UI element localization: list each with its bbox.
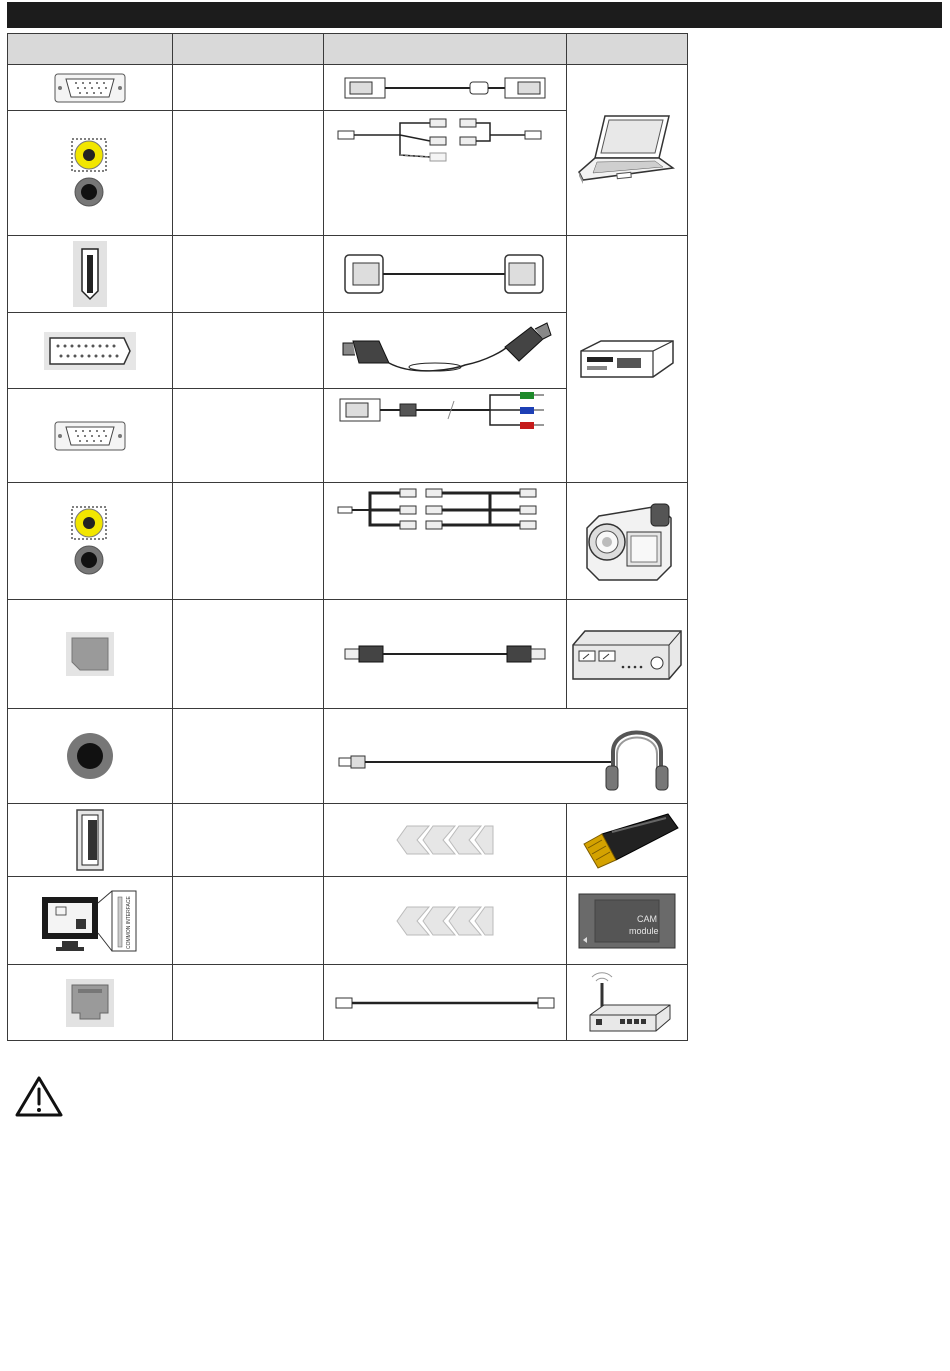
header-type [173,34,324,65]
scart-port-icon [44,332,136,370]
connections-table [7,33,688,1041]
type-cell [173,965,324,1041]
cable-cell [324,600,567,709]
router-icon [582,971,672,1035]
device-cell [567,483,688,600]
header-connector [8,34,173,65]
type-cell [173,236,324,313]
ethernet-cable-icon [330,991,560,1015]
cable-cell [324,313,567,389]
usb-stick-icon [572,810,682,870]
connector-cell [8,877,173,965]
connector-cell [8,313,173,389]
headphone-jack-icon [65,731,115,781]
optical-spdif-port-icon [66,632,114,676]
audio-amplifier-icon [571,627,683,681]
table-row [8,804,688,877]
header-device [567,34,688,65]
table-row [8,877,688,965]
connector-cell [8,389,173,483]
type-cell [173,111,324,236]
cable-cell [324,804,567,877]
vga-port-icon [54,421,126,451]
ethernet-port-icon [66,979,114,1027]
table-row [8,600,688,709]
usb-port-icon [75,808,105,872]
cam-label-line2: module [629,925,659,936]
scart-cable-icon [335,321,555,381]
laptop-icon [577,110,677,190]
camcorder-icon [579,496,675,586]
cable-cell [324,111,567,236]
insert-arrows-icon [395,905,495,937]
connector-cell [8,965,173,1041]
av-audio-jack-icon [70,137,110,209]
hdmi-port-icon [73,241,107,307]
av-composite-cable-icon [330,483,560,533]
headphone-cable-icon [331,716,681,796]
ci-slot-label: COMMON INTERFACE [126,895,132,949]
hdmi-cable-icon [335,249,555,299]
table-row [8,65,688,111]
table-row [8,965,688,1041]
av-rca-adapter-cable-icon [330,111,560,181]
cable-cell [324,65,567,111]
cable-cell [324,709,688,804]
connector-cell [8,483,173,600]
dvd-recorder-icon [577,337,677,381]
cable-cell [324,236,567,313]
warning-note [14,1075,64,1119]
connector-cell [8,65,173,111]
headphones-icon [606,733,668,791]
type-cell [173,313,324,389]
header-cables [324,34,567,65]
type-cell [173,600,324,709]
cable-cell [324,389,567,483]
connector-cell [8,600,173,709]
type-cell [173,389,324,483]
connector-cell [8,236,173,313]
table-header-row [8,34,688,65]
device-cell [567,877,688,965]
cable-cell [324,877,567,965]
connector-cell [8,804,173,877]
connector-cell [8,111,173,236]
device-cell [567,965,688,1041]
table-row [8,236,688,313]
cam-module-icon [577,892,677,950]
type-cell [173,804,324,877]
type-cell [173,483,324,600]
cam-label-line1: CAM [637,913,657,924]
optical-cable-icon [335,639,555,669]
vga-cable-icon [340,73,550,103]
vga-port-icon [54,73,126,103]
type-cell [173,877,324,965]
device-cell [567,236,688,483]
cable-cell [324,483,567,600]
device-cell [567,804,688,877]
av-audio-jack-icon [70,505,110,577]
connector-cell [8,709,173,804]
common-interface-slot-icon [38,889,142,953]
table-row [8,483,688,600]
table-row [8,709,688,804]
device-cell [567,600,688,709]
type-cell [173,65,324,111]
type-cell [173,709,324,804]
warning-triangle-icon [14,1075,64,1119]
insert-arrows-icon [395,824,495,856]
title-bar [7,2,942,28]
cable-cell [324,965,567,1041]
ypbpr-component-cable-icon [330,389,560,439]
device-cell [567,65,688,236]
